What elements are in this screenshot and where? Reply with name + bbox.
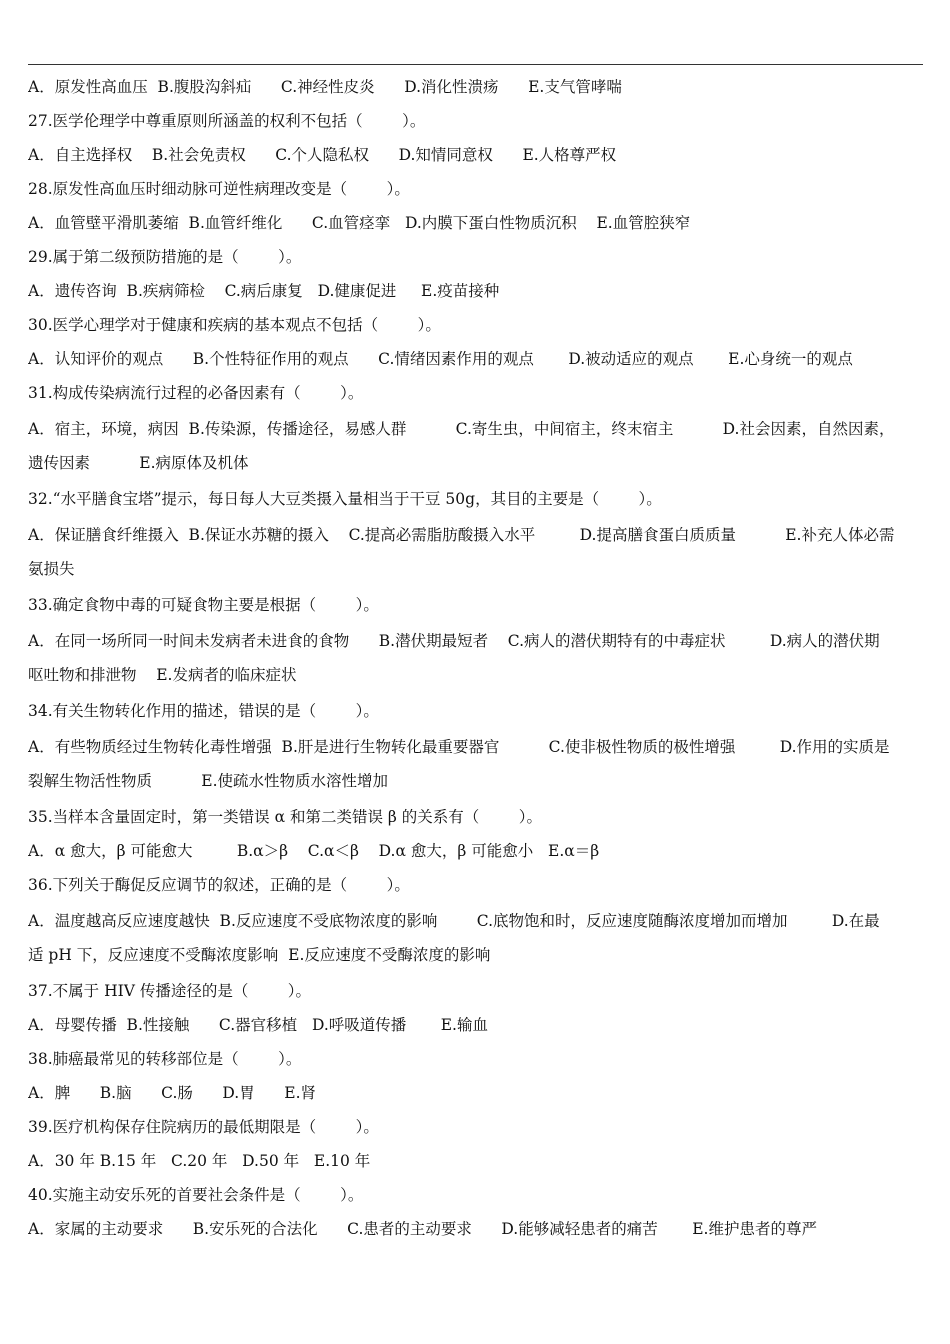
answer-options: A．血管壁平滑肌萎缩 B.血管纤维化 C.血管痉挛 D.内膜下蛋白性物质沉积 E.血管腔狭窄: [28, 214, 691, 232]
question-stem: 27.医学伦理学中尊重原则所涵盖的权利不包括（ ）。: [28, 112, 426, 130]
question-stem: 40.实施主动安乐死的首要社会条件是（ ）。: [28, 1186, 364, 1204]
answer-options: A．家属的主动要求 B.安乐死的合法化 C.患者的主动要求 D.能够减轻患者的痛苦 E.维护患者的尊严: [28, 1220, 817, 1238]
answer-options: A．遗传咨询 B.疾病筛检 C.病后康复 D.健康促进 E.疫苗接种: [28, 282, 500, 300]
answer-options: A．温度越高反应速度越快 B.反应速度不受底物浓度的影响 C.底物饱和时，反应速度随酶浓度增加而增加 D.在最: [28, 912, 880, 930]
question-stem: 32.“水平膳食宝塔”提示，每日每人大豆类摄入量相当于干豆 50g，其目的主要是（ ）。: [28, 490, 662, 508]
answer-options-continued: 适 pH 下，反应速度不受酶浓度影响 E.反应速度不受酶浓度的影响: [28, 946, 491, 964]
answer-options-continued: 裂解生物活性物质 E.使疏水性物质水溶性增加: [28, 772, 389, 790]
question-list: [28, 70, 923, 1246]
question-stem: 39.医疗机构保存住院病历的最低期限是（ ）。: [28, 1118, 379, 1136]
header-rule: [28, 64, 923, 65]
question-stem: 33.确定食物中毒的可疑食物主要是根据（ ）。: [28, 596, 379, 614]
question-stem: 37.不属于 HIV 传播途径的是（ ）。: [28, 982, 312, 1000]
question-stem: 35.当样本含量固定时，第一类错误 α 和第二类错误 β 的关系有（ ）。: [28, 808, 542, 826]
answer-options-continued: 氨损失: [28, 560, 75, 578]
question-stem: 28.原发性高血压时细动脉可逆性病理改变是（ ）。: [28, 180, 410, 198]
answer-options: A．有些物质经过生物转化毒性增强 B.肝是进行生物转化最重要器官 C.使非极性物质的极性增强 D.作用的实质是: [28, 738, 890, 756]
answer-options: A．脾 B.脑 C.肠 D.胃 E.肾: [28, 1084, 317, 1102]
answer-options: A．自主选择权 B.社会免责权 C.个人隐私权 D.知情同意权 E.人格尊严权: [28, 146, 617, 164]
answer-options: A．保证膳食纤维摄入 B.保证水苏糖的摄入 C.提高必需脂肪酸摄入水平 D.提高膳食蛋白质质量 E.补充人体必需: [28, 526, 895, 544]
answer-options: A．宿主，环境，病因 B.传染源，传播途径，易感人群 C.寄生虫，中间宿主，终末宿主 D.社会因素，自然因素，: [28, 420, 895, 438]
answer-options: A．α 愈大，β 可能愈大 B.α＞β C.α＜β D.α 愈大，β 可能愈小 E.α＝β: [28, 842, 600, 860]
question-stem: 30.医学心理学对于健康和疾病的基本观点不包括（ ）。: [28, 316, 441, 334]
answer-options: A．认知评价的观点 B.个性特征作用的观点 C.情绪因素作用的观点 D.被动适应的观点 E.心身统一的观点: [28, 350, 853, 368]
answer-options: A．母婴传播 B.性接触 C.器官移植 D.呼吸道传播 E.输血: [28, 1016, 488, 1034]
question-stem: 36.下列关于酶促反应调节的叙述，正确的是（ ）。: [28, 876, 410, 894]
answer-options: A．在同一场所同一时间未发病者未进食的食物 B.潜伏期最短者 C.病人的潜伏期特有的中毒症状 D.病人的潜伏期: [28, 632, 880, 650]
answer-options-continued: 遗传因素 E.病原体及机体: [28, 454, 249, 472]
question-stem: 38.肺癌最常见的转移部位是（ ）。: [28, 1050, 302, 1068]
answer-options-continued: 呕吐物和排泄物 E.发病者的临床症状: [28, 666, 297, 684]
question-stem: 34.有关生物转化作用的描述，错误的是（ ）。: [28, 702, 379, 720]
question-stem: 31.构成传染病流行过程的必备因素有（ ）。: [28, 384, 364, 402]
question-stem: 29.属于第二级预防措施的是（ ）。: [28, 248, 302, 266]
answer-options: A．30 年 B.15 年 C.20 年 D.50 年 E.10 年: [28, 1152, 371, 1170]
answer-options: A．原发性高血压 B.腹股沟斜疝 C.神经性皮炎 D.消化性溃疡 E.支气管哮喘: [28, 78, 622, 96]
